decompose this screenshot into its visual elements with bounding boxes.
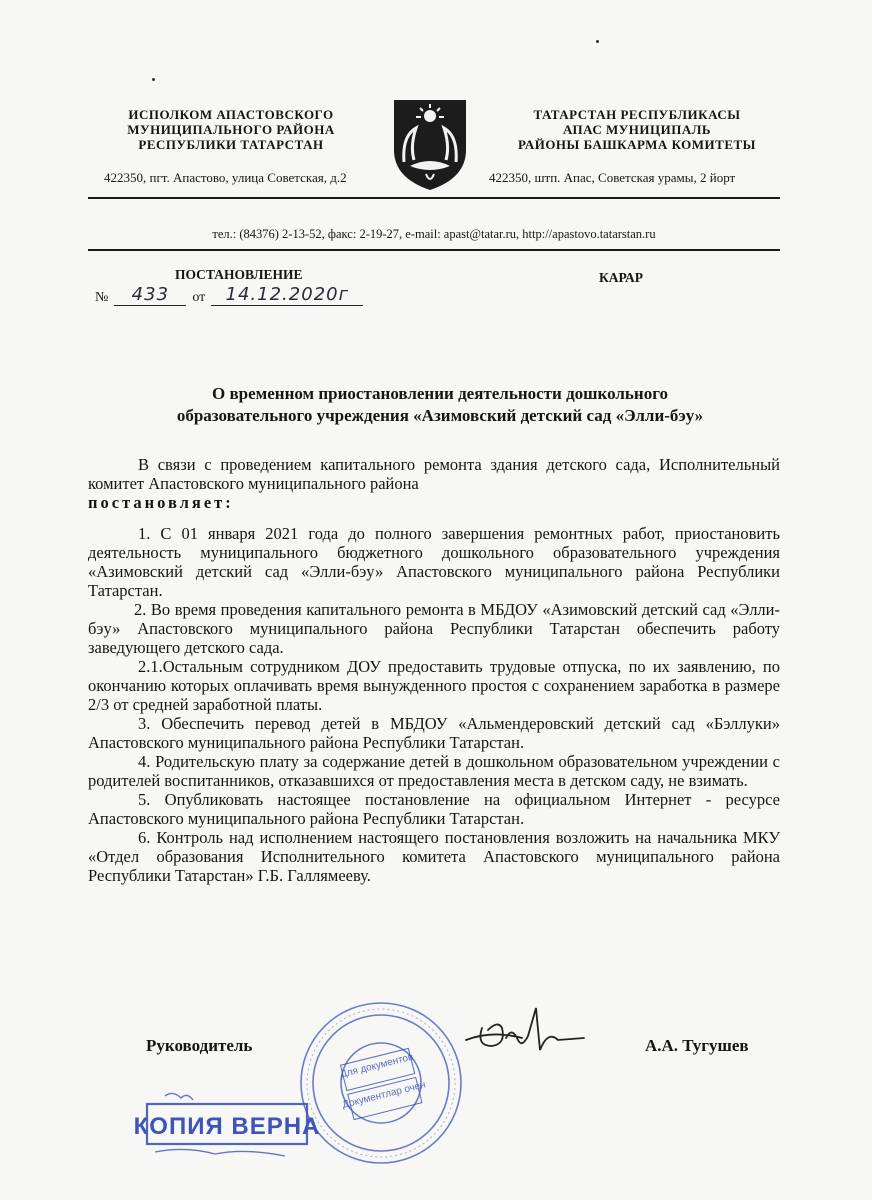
contact-line: тел.: (84376) 2-13-52, факс: 2-19-27, e-mail: apast@tatar.ru, http://apastovo.tatarstan.ru <box>212 227 656 241</box>
decree-word <box>88 493 780 512</box>
header-rule <box>88 249 780 251</box>
address-tt: 422350, штп. Апас, Советская урамы, 2 йорт <box>489 170 736 185</box>
doc-type-ru: ПОСТАНОВЛЕНИЕ <box>175 267 303 282</box>
title-line: О временном приостановлении деятельности дошкольного <box>212 384 668 403</box>
doc-number-line <box>95 284 363 306</box>
scan-speck <box>152 78 155 81</box>
address-ru: 422350, пгт. Апастово, улица Советская, д.2 <box>104 170 347 185</box>
issuer-line: РЕСПУБЛИКИ ТАТАРСТАН <box>138 137 324 152</box>
header-rule <box>88 197 780 199</box>
handwritten-signature <box>462 1000 592 1060</box>
clause-2: 2. Во время проведения капитального ремонта в МБДОУ «Азимовский детский сад «Элли-бэу» Апастовского муниципального района Республики Татарстан обеспечить работу заведующего детского сада. <box>88 600 780 657</box>
clause-6: 6. Контроль над исполнением настоящего постановления возложить на начальника МКУ «Отдел образования Исполнительного комитета Апастовского муниципального района Республики Татарстан» Г.Б. Галлямееву. <box>88 828 780 885</box>
issuer-line: ТАТАРСТАН РЕСПУБЛИКАСЫ <box>533 107 741 122</box>
seal-text-bottom: Документлар очен <box>341 1079 427 1111</box>
scan-speck <box>596 40 599 43</box>
doc-number: 433 <box>114 284 186 306</box>
issuer-line: РАЙОНЫ БАШКАРМА КОМИТЕТЫ <box>518 137 756 152</box>
signatory-name: А.А. Тугушев <box>645 1036 749 1055</box>
issuer-name-ru <box>86 107 376 152</box>
doc-type-tt: КАРАР <box>599 270 644 285</box>
coat-of-arms-emblem <box>390 96 470 192</box>
clause-3: 3. Обеспечить перевод детей в МБДОУ «Альмендеровский детский сад «Бэллуки» Апастовского муниципального района Республики Татарстан. <box>88 714 780 752</box>
seal-text-top: Для документов <box>339 1051 415 1081</box>
title-line: образовательного учреждения «Азимовский детский сад «Элли-бэу» <box>176 406 704 425</box>
issuer-name-tt <box>492 107 782 152</box>
clause-5: 5. Опубликовать настоящее постановление на официальном Интернет - ресурсе Апастовского муниципального района Республики Татарстан. <box>88 790 780 828</box>
signatory-position: Руководитель <box>146 1036 253 1055</box>
decree-word-text: постановляет: <box>88 493 234 512</box>
doc-date: 14.12.2020г <box>211 284 363 306</box>
clause-1: 1. С 01 января 2021 года до полного завершения ремонтных работ, приостановить деятельность муниципального бюджетного дошкольного образовательного учреждения «Азимовский детский сад «Элли-бэу» Апастовского муниципального района Республики Татарстан. <box>88 524 780 600</box>
number-label: № <box>95 290 109 305</box>
issuer-line: ИСПОЛКОМ АПАСТОВСКОГО <box>128 107 334 122</box>
issuer-line: АПАС МУНИЦИПАЛЬ <box>562 122 712 137</box>
clause-2-1: 2.1.Остальным сотрудником ДОУ предоставить трудовые отпуска, по их заявлению, по окончанию которых оплачивать время вынужденного простоя с сохранением заработка в размере 2/3 от средней заработной платы. <box>88 657 780 714</box>
clause-4: 4. Родительскую плату за содержание детей в дошкольном образовательном учреждении с родителей воспитанников, отказавшихся от предоставления места в детском саду, не взимать. <box>88 752 780 790</box>
doc-title <box>100 383 780 427</box>
issuer-line: МУНИЦИПАЛЬНОГО РАЙОНА <box>127 122 335 137</box>
date-label: от <box>192 290 206 305</box>
intro-paragraph: В связи с проведением капитального ремонта здания детского сада, Исполнительный комитет Апастовского муниципального района <box>88 455 780 493</box>
copy-stamp-text: КОПИЯ ВЕРНА <box>133 1113 321 1140</box>
copy-certified-stamp <box>133 1090 321 1162</box>
official-seal <box>298 1000 464 1166</box>
doc-body <box>88 455 780 885</box>
